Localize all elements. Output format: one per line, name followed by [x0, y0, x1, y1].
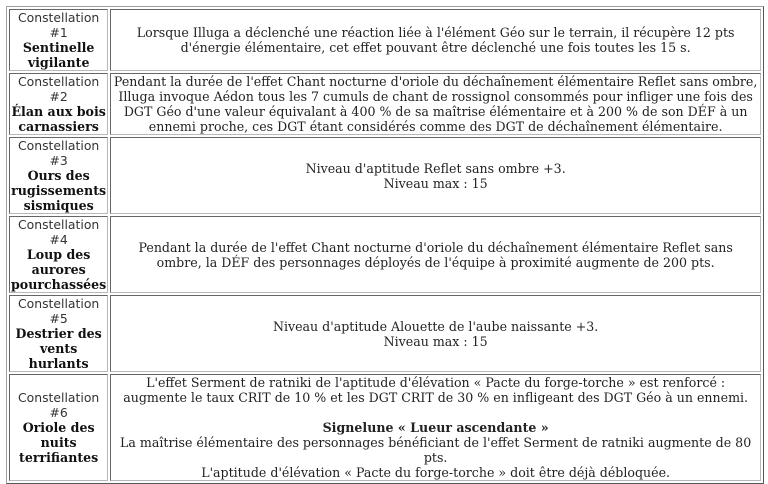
table-row [9, 9, 761, 71]
constellations-container [6, 6, 764, 484]
constellation-description: Niveau d'aptitude Alouette de l'aube naissante +3. [272, 318, 599, 334]
constellation-label-cell [9, 295, 108, 372]
constellation-label-cell [9, 73, 108, 135]
constellation-description-cell [110, 73, 761, 135]
constellation-label: Constellation [18, 10, 100, 25]
constellation-name: Élan aux bois carnassiers [11, 104, 106, 134]
constellation-description: L'effet Serment de ratniki de l'aptitude d'élévation « Pacte du forge-torche » est renforcé : augmente le taux CRIT de 10 % et les DGT CRIT de 30 % en infligeant des DGT Géo à un ennemi. [123, 375, 749, 405]
constellation-max-level: Niveau max : 15 [383, 333, 488, 349]
constellation-label: Constellation [18, 217, 100, 232]
constellation-max-level: Niveau max : 15 [383, 175, 488, 191]
signelune-description: La maîtrise élémentaire des personnages bénéficiant de l'effet Serment de ratniki augmente de 80 pts. [120, 435, 752, 465]
constellation-description: Lorsque Illuga a déclenché une réaction liée à l'élément Géo sur le terrain, il récupère 12 pts d'énergie élémentaire, cet effet pouvant être déclenché une fois toutes les 15 s. [136, 25, 735, 55]
constellation-description: Niveau d'aptitude Reflet sans ombre +3. [305, 160, 566, 176]
constellations-table [6, 6, 764, 484]
constellation-label-cell [9, 9, 108, 71]
constellation-label: Constellation [18, 390, 100, 405]
constellation-description: Pendant la durée de l'effet Chant nocturne d'oriole du déchaînement élémentaire Reflet sans ombre, Illuga invoque Aédon tous les 7 cumuls de chant de rossignol consommés pour infliger une fois des DGT Géo d'une valeur équivalant à 400 % de sa maîtrise élémentaire et à 200 % de son DÉF à un ennemi proche, ces DGT étant considérés comme des DGT de déchaînement élémentaire. [113, 74, 758, 134]
constellation-label: Constellation [18, 296, 100, 311]
constellation-number: #6 [49, 405, 68, 420]
constellation-number: #2 [49, 89, 68, 104]
constellation-number: #5 [49, 311, 68, 326]
constellation-name: Loup des aurores pourchassées [11, 247, 107, 292]
constellation-name: Oriole des nuits terrifiantes [19, 420, 99, 465]
constellation-description-cell [110, 216, 761, 293]
constellation-label: Constellation [18, 74, 100, 89]
constellation-description: Pendant la durée de l'effet Chant nocturne d'oriole du déchaînement élémentaire Reflet sans ombre, la DÉF des personnages déployés de l'équipe à proximité augmente de 200 pts. [138, 239, 733, 270]
table-row [9, 137, 761, 214]
signelune-heading: Signelune « Lueur ascendante » [322, 420, 549, 435]
constellation-label-cell [9, 137, 108, 214]
constellation-description-cell [110, 295, 761, 372]
constellation-label: Constellation [18, 138, 100, 153]
constellation-number: #4 [49, 232, 68, 247]
constellation-description-cell [110, 9, 761, 71]
paragraph-spacer [112, 405, 759, 420]
constellation-number: #3 [49, 153, 68, 168]
table-row [9, 216, 761, 293]
constellation-description-cell [110, 137, 761, 214]
table-row [9, 295, 761, 372]
constellation-number: #1 [49, 25, 68, 40]
constellation-label-cell [9, 216, 108, 293]
constellation-name: Destrier des vents hurlants [15, 326, 102, 371]
signelune-requirement: L'aptitude d'élévation « Pacte du forge-torche » doit être déjà débloquée. [201, 465, 671, 480]
constellation-name: Sentinelle vigilante [22, 40, 95, 70]
constellation-name: Ours des rugissements sismiques [11, 168, 107, 213]
table-row [9, 73, 761, 135]
